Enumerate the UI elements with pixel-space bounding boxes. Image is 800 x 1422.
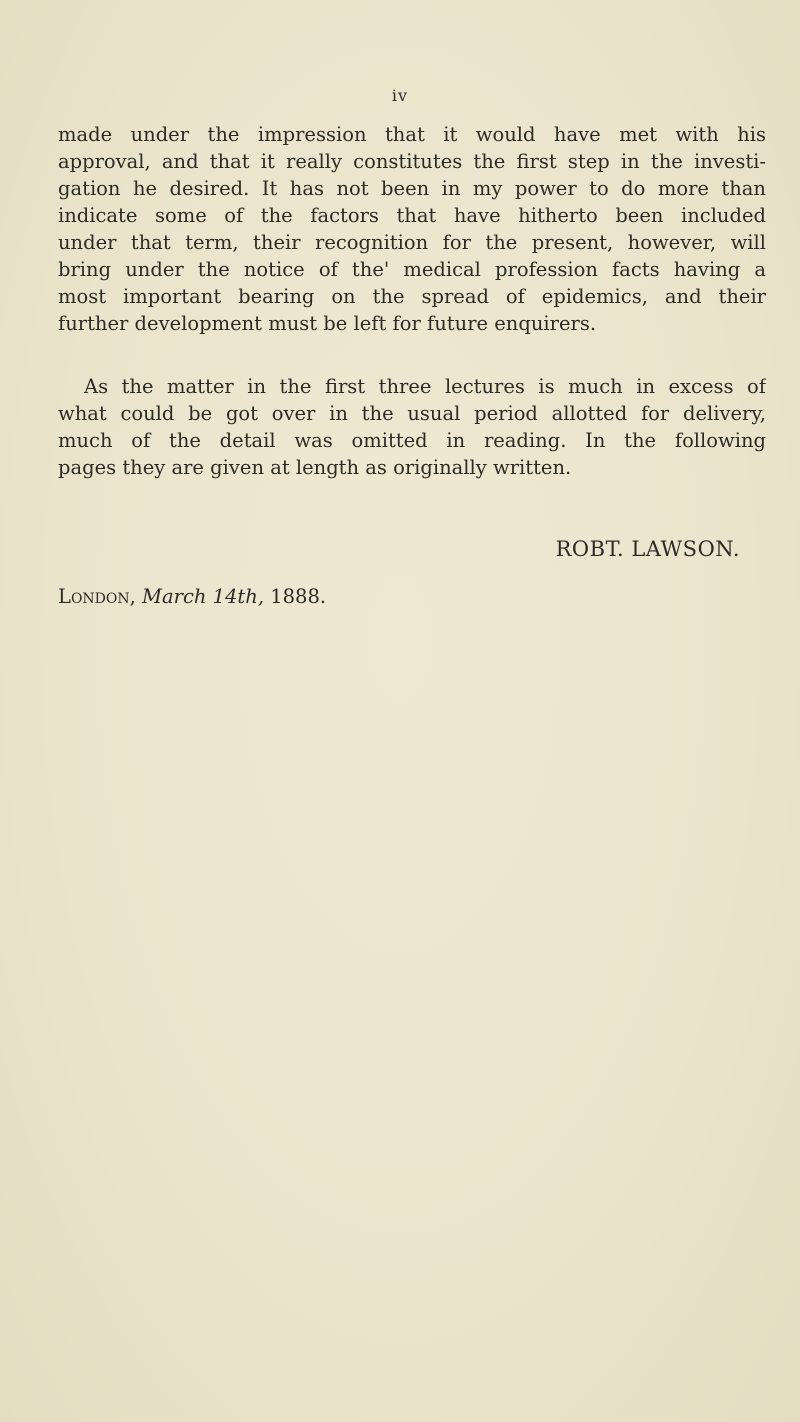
text-line: what could be got over in the usual period allotted for delivery, [58,402,766,425]
text-line: made under the impression that it would have met with his [58,123,766,146]
text-line: approval, and that it really constitutes the first step in the investi- [58,150,766,173]
page-number: iv [391,86,409,105]
dateline [58,585,326,608]
text-line: gation he desired. It has not been in my power to do more than [58,177,766,200]
body-paragraph-1 [58,121,766,337]
dateline-place: London, [58,585,136,608]
text-line: indicate some of the factors that have hitherto been included [58,204,766,227]
text-line: under that term, their recognition for the present, however, will [58,231,766,254]
text-line: much of the detail was omitted in reading. In the following [58,429,766,452]
text-line: pages they are given at length as originally written. [58,456,572,479]
dateline-date: March 14th, [142,585,265,608]
dateline-year: 1888. [270,585,327,608]
text-line: bring under the notice of the' medical profession facts having a [58,258,766,281]
text-line: most important bearing on the spread of epidemics, and their [58,285,766,308]
text-line: As the matter in the first three lectures is much in excess of [84,375,766,398]
text-line: further development must be left for future enquirers. [58,312,597,335]
body-paragraph-2 [58,373,766,481]
author-signature: ROBT. LAWSON. [555,537,740,561]
